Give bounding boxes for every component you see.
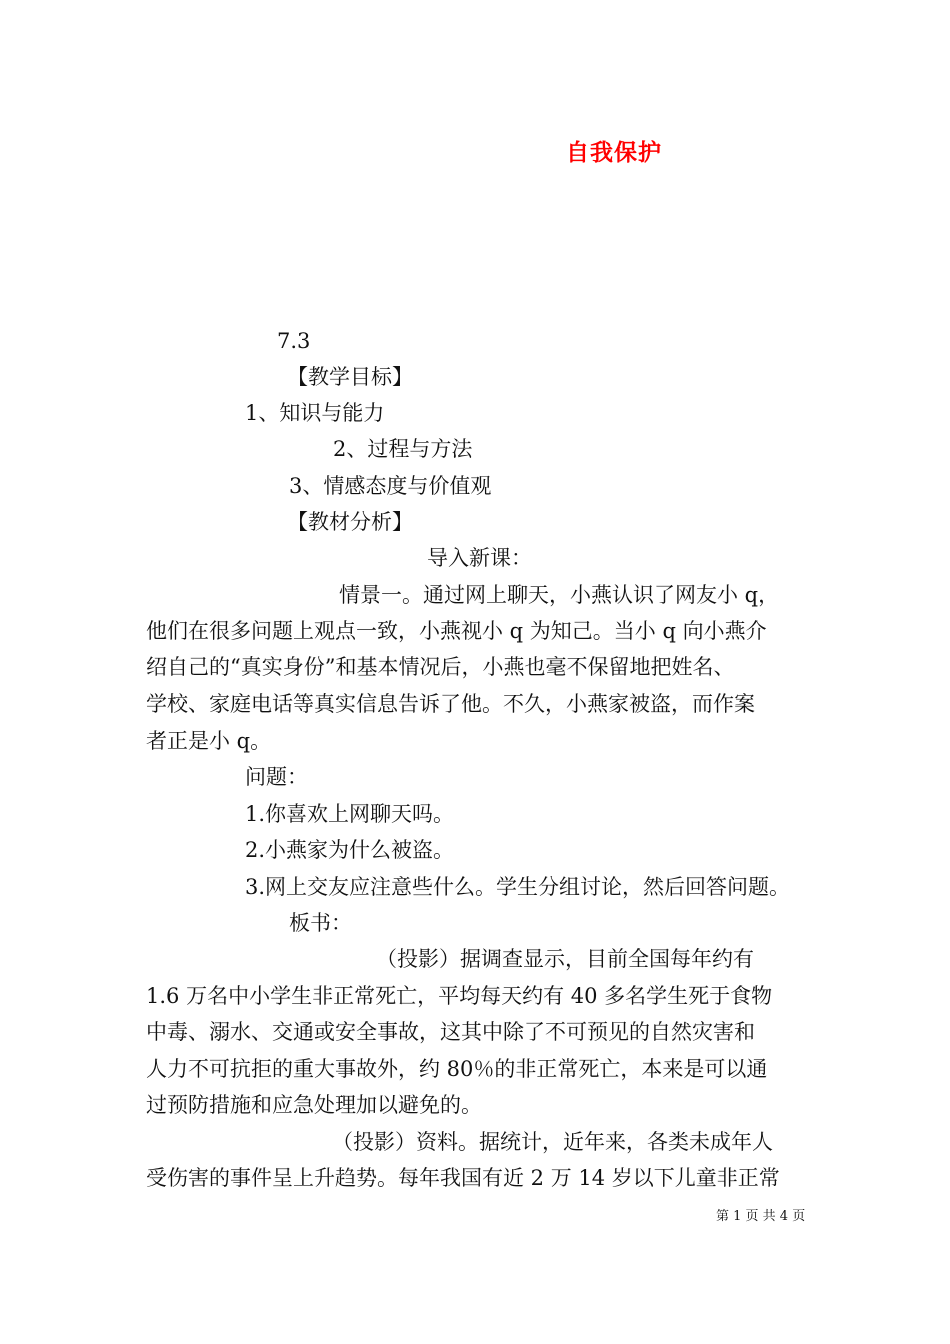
scenario-line: 他们在很多问题上观点一致，小燕视小 q 为知己。当小 q 向小燕介	[146, 619, 767, 643]
projection-line: （投影）资料。据统计，近年来，各类未成年人	[332, 1130, 773, 1154]
projection-line: 受伤害的事件呈上升趋势。每年我国有近 2 万 14 岁以下儿童非正常	[146, 1166, 780, 1190]
material-analysis-heading: 【教材分析】	[287, 510, 413, 534]
lesson-number: 7.3	[277, 329, 311, 353]
projection-line: 中毒、溺水、交通或安全事故，这其中除了不可预见的自然灾害和	[146, 1020, 755, 1044]
questions-label: 问题：	[245, 765, 308, 789]
question-item: 3.网上交友应注意些什么。学生分组讨论，然后回答问题。	[245, 875, 791, 899]
scenario-line: 绍自己的“真实身份”和基本情况后，小燕也毫不保留地把姓名、	[146, 655, 735, 679]
intro-heading: 导入新课：	[427, 546, 532, 570]
goal-item: 2、过程与方法	[333, 437, 473, 461]
projection-line: 人力不可抗拒的重大事故外，约 80％的非正常死亡，本来是可以通	[146, 1057, 768, 1081]
goal-item: 3、情感态度与价值观	[289, 474, 492, 498]
page-footer: 第 1 页 共 4 页	[716, 1209, 806, 1224]
question-item: 1.你喜欢上网聊天吗。	[245, 802, 455, 826]
scenario-line: 学校、家庭电话等真实信息告诉了他。不久，小燕家被盗，而作案	[146, 692, 755, 716]
goal-item: 1、知识与能力	[245, 401, 385, 425]
projection-line: （投影）据调查显示，目前全国每年约有	[376, 947, 754, 971]
document-title: 自我保护	[566, 140, 662, 166]
scenario-line: 者正是小 q。	[146, 729, 272, 753]
projection-line: 过预防措施和应急处理加以避免的。	[146, 1093, 482, 1117]
board-label: 板书：	[289, 911, 352, 935]
teaching-goals-heading: 【教学目标】	[287, 365, 413, 389]
scenario-line: 情景一。通过网上聊天，小燕认识了网友小 q，	[339, 583, 780, 607]
projection-line: 1.6 万名中小学生非正常死亡，平均每天约有 40 多名学生死于食物	[146, 984, 773, 1008]
question-item: 2.小燕家为什么被盗。	[245, 838, 455, 862]
